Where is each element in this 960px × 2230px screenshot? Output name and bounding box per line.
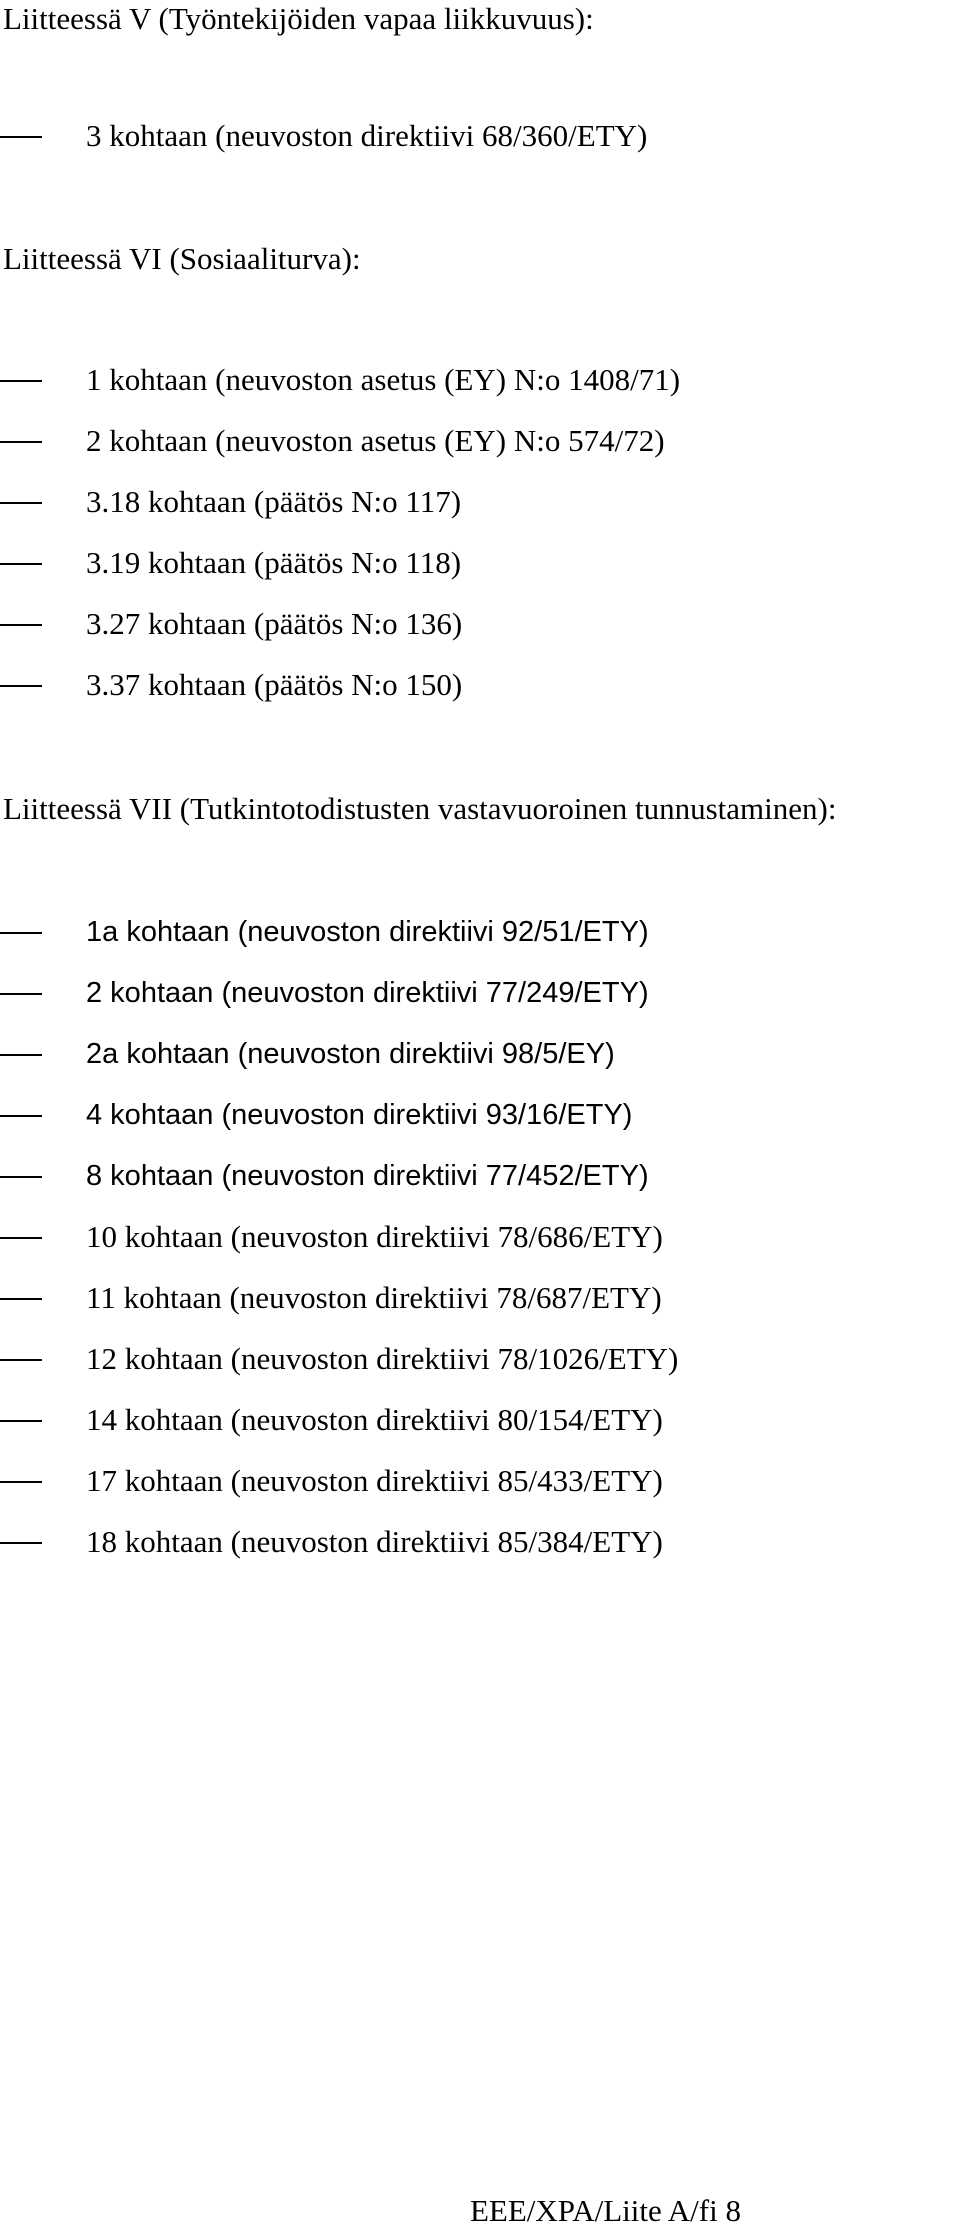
list-item-text: 2 kohtaan (neuvoston asetus (EY) N:o 574/72) bbox=[86, 423, 665, 458]
list-item-text: 3 kohtaan (neuvoston direktiivi 68/360/ETY) bbox=[86, 118, 648, 153]
list-item bbox=[0, 483, 960, 521]
list-item bbox=[0, 1157, 960, 1195]
dash-bullet bbox=[0, 1420, 42, 1422]
list-item bbox=[0, 1035, 960, 1073]
list-item-text: 3.19 kohtaan (päätös N:o 118) bbox=[86, 545, 462, 580]
section-v-heading: Liitteessä V (Työntekijöiden vapaa liikkuvuus): bbox=[3, 1, 594, 36]
dash-bullet bbox=[0, 932, 42, 934]
list-item bbox=[0, 1096, 960, 1134]
dash-bullet bbox=[0, 993, 42, 995]
list-item bbox=[0, 544, 960, 582]
list-item bbox=[0, 361, 960, 399]
list-item-text: 2a kohtaan (neuvoston direktiivi 98/5/EY) bbox=[86, 1038, 615, 1070]
list-item-text: 1 kohtaan (neuvoston asetus (EY) N:o 1408/71) bbox=[86, 362, 681, 397]
dash-bullet bbox=[0, 1542, 42, 1544]
dash-bullet bbox=[0, 1115, 42, 1117]
list-item bbox=[0, 1279, 960, 1317]
dash-bullet bbox=[0, 1481, 42, 1483]
page-footer-reference: EEE/XPA/Liite A/fi 8 bbox=[470, 2193, 741, 2228]
list-item-text: 2 kohtaan (neuvoston direktiivi 77/249/ETY) bbox=[86, 977, 649, 1009]
section-vii-heading: Liitteessä VII (Tutkintotodistusten vastavuoroinen tunnustaminen): bbox=[3, 791, 837, 826]
list-item-text: 8 kohtaan (neuvoston direktiivi 77/452/ETY) bbox=[86, 1160, 649, 1192]
dash-bullet bbox=[0, 441, 42, 443]
list-item-text: 14 kohtaan (neuvoston direktiivi 80/154/ETY) bbox=[86, 1402, 663, 1437]
list-item bbox=[0, 1340, 960, 1378]
list-item-text: 3.18 kohtaan (päätös N:o 117) bbox=[86, 484, 462, 519]
dash-bullet bbox=[0, 380, 42, 382]
dash-bullet bbox=[0, 1054, 42, 1056]
list-item bbox=[0, 422, 960, 460]
list-item-text: 3.27 kohtaan (päätös N:o 136) bbox=[86, 606, 463, 641]
dash-bullet bbox=[0, 502, 42, 504]
list-item bbox=[0, 1462, 960, 1500]
list-item bbox=[0, 1401, 960, 1439]
list-item bbox=[0, 666, 960, 704]
list-item-text: 17 kohtaan (neuvoston direktiivi 85/433/ETY) bbox=[86, 1463, 663, 1498]
list-item bbox=[0, 1218, 960, 1256]
list-item-text: 4 kohtaan (neuvoston direktiivi 93/16/ETY) bbox=[86, 1099, 633, 1131]
dash-bullet bbox=[0, 136, 42, 138]
list-item-text: 1a kohtaan (neuvoston direktiivi 92/51/ETY) bbox=[86, 916, 649, 948]
dash-bullet bbox=[0, 624, 42, 626]
dash-bullet bbox=[0, 1237, 42, 1239]
list-item-text: 12 kohtaan (neuvoston direktiivi 78/1026/ETY) bbox=[86, 1341, 679, 1376]
dash-bullet bbox=[0, 1298, 42, 1300]
section-vi-heading: Liitteessä VI (Sosiaaliturva): bbox=[3, 241, 361, 276]
list-item bbox=[0, 974, 960, 1012]
list-item bbox=[0, 913, 960, 951]
list-item-text: 10 kohtaan (neuvoston direktiivi 78/686/ETY) bbox=[86, 1219, 663, 1254]
list-item-text: 3.37 kohtaan (päätös N:o 150) bbox=[86, 667, 463, 702]
dash-bullet bbox=[0, 1359, 42, 1361]
list-item bbox=[0, 117, 960, 155]
list-item bbox=[0, 1523, 960, 1561]
list-item-text: 18 kohtaan (neuvoston direktiivi 85/384/ETY) bbox=[86, 1524, 663, 1559]
dash-bullet bbox=[0, 1176, 42, 1178]
list-item bbox=[0, 605, 960, 643]
dash-bullet bbox=[0, 563, 42, 565]
dash-bullet bbox=[0, 685, 42, 687]
list-item-text: 11 kohtaan (neuvoston direktiivi 78/687/ETY) bbox=[86, 1280, 662, 1315]
